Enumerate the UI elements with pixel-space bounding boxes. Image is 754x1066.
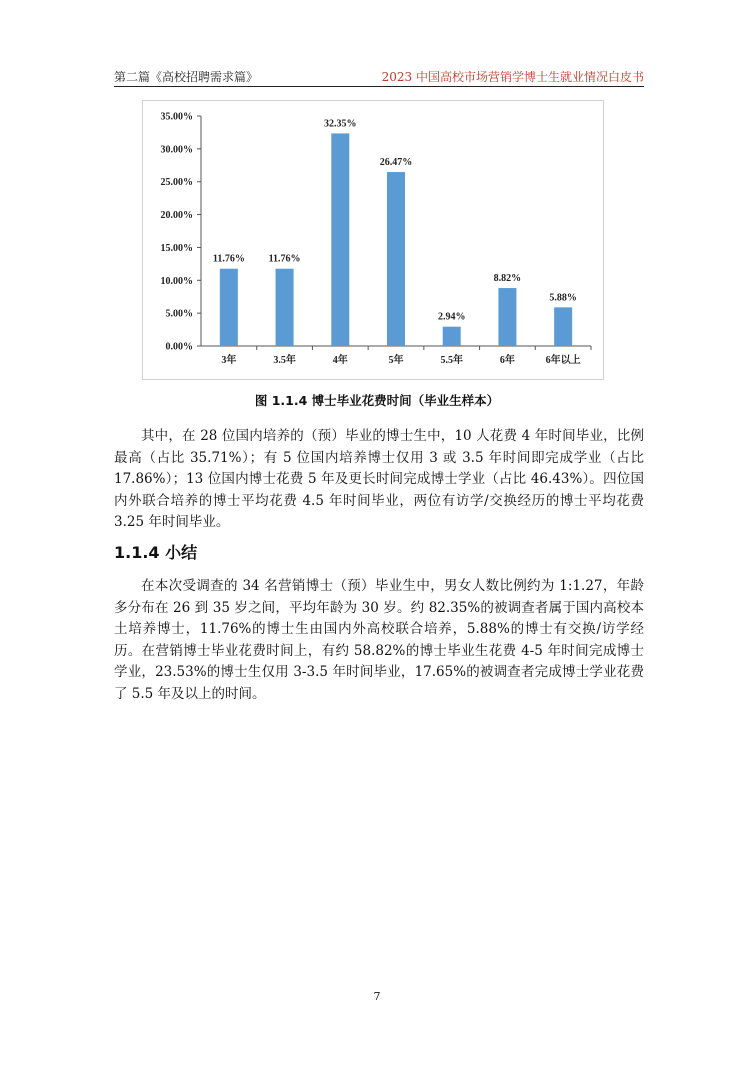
page-number: 7: [373, 990, 381, 1003]
bar: [276, 269, 294, 346]
y-tick-label: 10.00%: [160, 275, 193, 287]
y-tick-label: 15.00%: [160, 242, 193, 254]
section-title: 1.1.4 小结: [114, 543, 198, 562]
bar: [554, 307, 572, 346]
x-tick-label: 6年以上: [545, 355, 581, 366]
data-label: 32.35%: [324, 118, 357, 130]
bar: [220, 269, 238, 346]
paragraph-graduation-time: 其中，在 28 位国内培养的（预）毕业的博士生中，10 人花费 4 年时间毕业，比例最高（占比 35.71%）；有 5 位国内培养博士仅用 3 或 3.5 年时间即完成学业（占比 17.86%）；13 位国内博士花费 5 年及更长时间完成博士学业（占比 46.43%）。四位国内外联合培养的博士平均花费 4.5 年时间毕业，两位有访学/交换经历的博士平均花费 3.25 年时间毕业。: [114, 428, 644, 530]
bar-chart-svg: [143, 101, 603, 379]
y-tick-label: 30.00%: [160, 144, 193, 156]
data-label: 8.82%: [493, 273, 522, 285]
figure-caption: 图 1.1.4 博士毕业花费时间（毕业生样本）: [254, 393, 500, 408]
header-left-title: 第二篇《高校招聘需求篇》: [114, 70, 259, 84]
data-label: 26.47%: [379, 157, 413, 169]
y-tick-label: 35.00%: [160, 111, 193, 123]
y-tick-label: 0.00%: [165, 341, 193, 353]
data-label: 11.76%: [268, 253, 301, 265]
x-tick-label: 5年: [388, 355, 404, 366]
paragraph-summary: 在本次受调查的 34 名营销博士（预）毕业生中，男女人数比例约为 1:1.27，年龄多分布在 26 到 35 岁之间，平均年龄为 30 岁。约 82.35%的被调查者属于国内高校本土培养博士，11.76%的博士生由国内外高校联合培养，5.88%的博士有交换/访学经历。在营销博士毕业花费时间上，有约 58.82%的博士毕业生花费 4-5 年时间完成博士学业，23.53%的博士生仅用 3-3.5 年时间毕业，17.65%的被调查者完成博士学业花费了 5.5 年及以上的时间。: [114, 578, 644, 702]
bar-chart: [142, 100, 604, 380]
x-tick-label: 6年: [499, 355, 515, 366]
bar: [387, 172, 405, 346]
bar: [498, 288, 516, 346]
y-tick-label: 25.00%: [160, 177, 193, 189]
bar: [331, 133, 349, 346]
x-tick-label: 3年: [221, 355, 237, 366]
data-label: 2.94%: [437, 311, 466, 323]
x-tick-label: 4年: [332, 355, 348, 366]
header-right-title: 2023 中国高校市场营销学博士生就业情况白皮书: [381, 70, 644, 84]
y-tick-label: 5.00%: [165, 308, 193, 320]
data-label: 11.76%: [212, 253, 245, 265]
data-label: 5.88%: [549, 292, 577, 304]
bar: [443, 327, 461, 346]
x-tick-label: 3.5年: [273, 355, 296, 366]
page-header: [114, 66, 644, 87]
x-tick-label: 5.5年: [440, 355, 463, 366]
y-tick-label: 20.00%: [160, 210, 193, 222]
